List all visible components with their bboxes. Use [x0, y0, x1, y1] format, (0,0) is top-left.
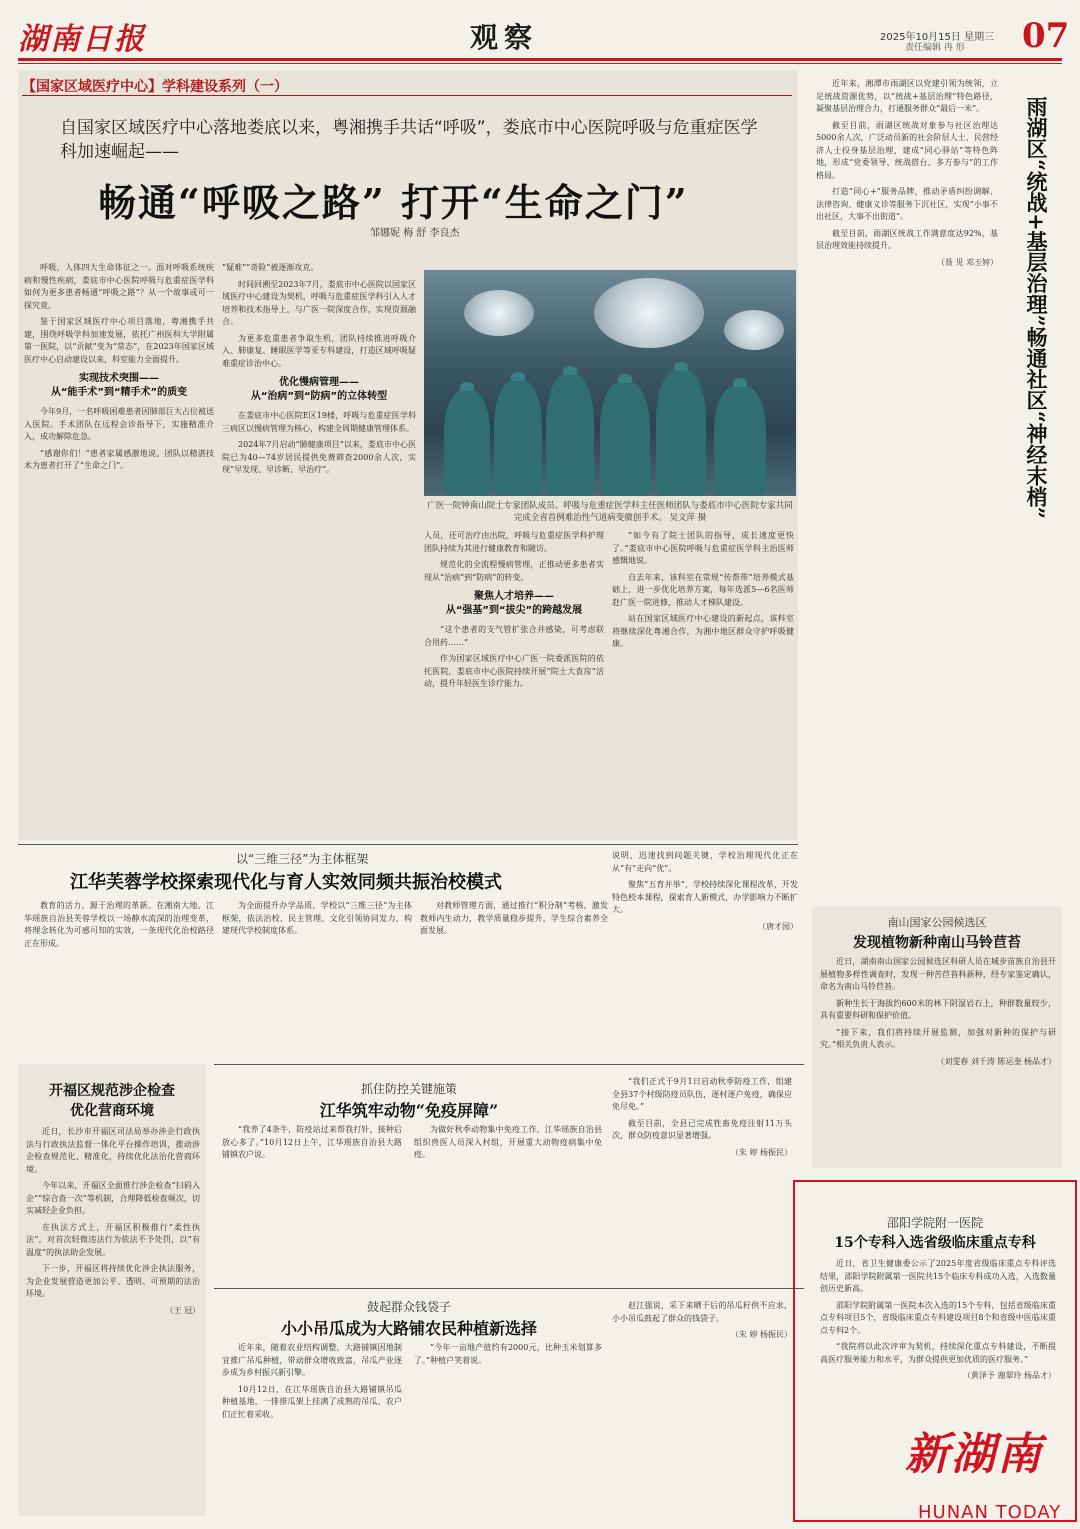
- paragraph: 时间回溯至2023年7月，娄底市中心医院以国家区域医疗中心建设为契机，呼吸与危重症医学科引入人才培养和技术指导上，与广医一院深度合作，实现资源融合。: [222, 279, 416, 326]
- paragraph: 人员，还可治疗由出院，呼吸与危重症医学科护理团队持续为其进行健康教育和随访。: [424, 531, 604, 553]
- paragraph: “如今有了院士团队的指导，成长速度更快了。”娄底市中心医院呼吸与危重症医学科主治医师感慨地说。: [612, 531, 794, 565]
- mid-column-4: [612, 850, 798, 1050]
- byline: （王 冠）: [165, 1305, 200, 1315]
- kaifu-headline: 优化营商环境: [70, 1103, 154, 1119]
- paragraph: 聚焦“五育并举”，学校持续深化课程改革，开发特色校本课程，探索育人新模式，办学影响力不断扩大。: [612, 880, 798, 914]
- paragraph: 在执法方式上，开福区积极推行“柔性执法”，对首次轻微违法行为依法不予处罚，以“有温度”的执法助企发展。: [26, 1222, 200, 1257]
- doctor-figure: [546, 374, 594, 496]
- paragraph: 说明，迅速找到问题关键，学校治理现代化正在从“有”走向“优”。: [612, 851, 798, 873]
- lead-kicker: 自国家区域医疗中心落地娄底以来，粤湘携手共话“呼吸”，娄底市中心医院呼吸与危重症医学科加速崛起——: [60, 118, 758, 162]
- byline: （朱 婷 杨振民）: [730, 1147, 792, 1157]
- paragraph: “这个患者的支气管扩张合并感染，可考虑联合用药……”: [424, 625, 604, 647]
- doctor-figure: [494, 380, 542, 496]
- epidemic-headline: 江华筑牢动物“免疫屏障”: [319, 1101, 499, 1120]
- masthead-rule: [18, 58, 1062, 61]
- photo-caption: 广医一院钟南山院士专家团队成员、呼吸与危重症医学科主任医师团队与娄底市中心医院专家共同完成全省首例难治性气道病变微创手术。 吴文萍 摄: [427, 501, 793, 523]
- paragraph: 10月12日，在江华瑶族自治县大路铺镇吊瓜种植基地，一排排瓜架上挂满了成熟的吊瓜，农户们正忙着采收。: [222, 1384, 402, 1419]
- melon-kicker: 鼓起群众钱袋子: [366, 1300, 451, 1314]
- paragraph: “今年一亩地产值约有2000元，比种玉米划算多了。”种植户笑着说。: [414, 1343, 602, 1365]
- paragraph: 打造“同心+”服务品牌，推动矛盾纠纷调解、法律咨询、健康义诊等服务下沉社区，实现“小事不出社区，大事不出街道”。: [816, 187, 998, 221]
- paragraph: 作为国家区域医疗中心广医一院委派医院的依托医院，娄底市中心医院持续开展“院士大查房”活动，提升年轻医生诊疗能力。: [424, 654, 604, 688]
- kaifu-article-body: [26, 1126, 200, 1510]
- newspaper-logo: 湖南日报: [18, 22, 146, 57]
- paragraph: 今年以来，开福区全面推行涉企检查“扫码入企”“综合查一次”等机制，合理降低检查频次，切实减轻企业负担。: [26, 1181, 200, 1215]
- surgical-cap-icon: [733, 378, 747, 387]
- paragraph: 鉴于国家区域医疗中心项目落地，粤湘携手共建，围绕呼吸学科加速发展，依托广州医科大学附属第一医院，以“贡献”变为“常态”，在2023年国家区域医疗中心启动建设以来，科室能力全面提升。: [24, 317, 214, 364]
- lead-byline: 邹娜妮 梅 舒 李良杰: [370, 228, 460, 239]
- paragraph: “我院将以此次评审为契机，持续深化重点专科建设，不断提高医疗服务能力和水平，为群众提供更加优质的医疗服务。”: [820, 1342, 1056, 1364]
- melon-column-3: [612, 1300, 792, 1512]
- byline: （黄泽予 谢翠玲 杨品才）: [962, 1371, 1056, 1380]
- plant-kicker: 南山国家公园候选区: [887, 916, 987, 929]
- surgical-lamp-icon: [594, 278, 704, 348]
- byline: （聂 见 邓玉婷）: [936, 257, 998, 267]
- paragraph: 在娄底市中心医院E区19楼，呼吸与危重症医学科三病区以慢病管理为核心，构建全周期健康管理体系。: [222, 411, 416, 433]
- paragraph: 呼吸，人体四大生命体征之一。面对呼吸系统疾病和慢性疾病，娄底市中心医院呼吸与危重症医学科如何为更多患者畅通“呼吸之路”？从一个故事或可一探究竟。: [24, 263, 214, 310]
- epidemic-kicker: 抓住防控关键施策: [360, 1082, 457, 1096]
- paragraph: 近年来，湘潭市雨湖区以党建引领为统领，立足统战资源优势，以“统战+基层治理”特色路径，凝聚基层治理合力，打通服务群众“最后一米”。: [816, 79, 998, 113]
- watermark-logo: 新湖南: [905, 1429, 1043, 1480]
- lead-column-2: [222, 262, 416, 832]
- subhead: 从“强基”到“拔尖”的跨越发展: [445, 605, 583, 616]
- byline: （刘雯春 刘千涛 陈运奎 杨品才）: [936, 1056, 1056, 1066]
- watermark-english: HUNAN TODAY: [918, 1502, 1062, 1523]
- surgical-cap-icon: [460, 382, 474, 391]
- plant-headline: 发现植物新种南山马铃苣苔: [853, 935, 1021, 951]
- divider: [214, 1064, 804, 1065]
- doctor-figure: [714, 386, 766, 496]
- paragraph: 新种生长于海拔约600米的林下阴湿岩石上，种群数量较少，具有重要科研和保护价值。: [820, 998, 1056, 1020]
- lead-column-3: [424, 530, 604, 830]
- paragraph: “我们正式于9月1日启动秋季防疫工作，组建全县37个村级防疫员队伍，逐村逐户免疫，确保应免尽免。”: [612, 1077, 792, 1111]
- paragraph: 邵阳学院附属第一医院本次入选的15个专科，包括省级临床重点专科项目5个，省级临床重点专科建设项目8个和省级中医临床重点专科2个。: [820, 1300, 1056, 1335]
- masthead-rule-thin: [18, 63, 1062, 64]
- subhead: 优化慢病管理——: [279, 377, 359, 388]
- byline: （唐才园）: [758, 921, 798, 931]
- paragraph: 2024年7月启动“肺健康项目”以来，娄底市中心医院已为40—74岁居民提供免费筛查2000余人次，实现“早发现、早诊断、早治疗”。: [222, 440, 416, 474]
- mid-column-1: [24, 900, 214, 1050]
- lead-column-1: [24, 262, 214, 832]
- epidemic-column-3: [612, 1076, 792, 1276]
- mid-column-3: [420, 900, 608, 1050]
- paragraph: 下一步，开福区将持续优化涉企执法服务，为企业发展营造更加公平、透明、可预期的法治环境。: [26, 1264, 200, 1298]
- epidemic-column-1: [222, 1124, 402, 1284]
- paragraph: 截至目前，雨湖区统战工作满意度达92%，基层治理效能持续提升。: [816, 228, 998, 250]
- paragraph: 为做好秋季动物集中免疫工作，江华瑶族自治县组织兽医人员深入村组，开展重大动物疫病集中免疫。: [414, 1125, 602, 1159]
- paragraph: 为全面提升办学品质，学校以“三维三径”为主体框架，依法治校、民主管理、文化引领协同发力，构建现代学校制度体系。: [222, 901, 412, 935]
- paragraph: 近日，湖南南山国家公园候选区科研人员在城步苗族自治县开展植物多样性调查时，发现一种苦苣苔科新种，经专家鉴定确认，命名为南山马铃苣苔。: [820, 957, 1056, 991]
- paragraph: 赵江强说，采下来晒干后的吊瓜籽供不应求，小小吊瓜鼓起了群众的钱袋子。: [612, 1301, 792, 1323]
- mid-column-2: [222, 900, 412, 1050]
- paragraph: 自去年来，该科室在常规“传帮带”培养模式基础上，进一步优化培养方案，每年选派5—6名医师赴广医一院进修，推动人才梯队建设。: [612, 572, 794, 607]
- paragraph: 站在国家区域医疗中心建设的新起点，该科室将继续深化粤湘合作，为湘中地区群众守护呼吸健康。: [612, 614, 794, 648]
- paragraph: 今年9月，一名呼吸困难患者因肺部巨大占位被送入医院。手术团队在远程会诊指导下，实施精准介入，成功解除危急。: [24, 407, 214, 441]
- surgical-cap-icon: [674, 362, 688, 371]
- melon-headline: 小小吊瓜成为大路铺农民种植新选择: [280, 1319, 537, 1338]
- epidemic-column-2: [414, 1124, 602, 1284]
- subhead: 从“治病”到“防病”的立体转型: [250, 391, 388, 402]
- editor-credit: 责任编辑 冉 形: [905, 43, 965, 53]
- paragraph: 为更多危重患者争取生机，团队持续推进呼吸介入、肺康复、睡眠医学等亚专科建设，打造区域呼吸疑难重症诊治中心。: [222, 333, 416, 368]
- paragraph: 对教师管理方面，通过推行“积分制”考核，激发教师内生动力，教学质量稳步提升，学生综合素养全面发展。: [420, 901, 608, 935]
- series-tag: 【国家区域医疗中心】学科建设系列（一）: [22, 79, 288, 95]
- divider: [18, 844, 798, 845]
- paragraph: 近年来，随着农业结构调整，大路铺镇因地制宜推广吊瓜种植，带动群众增收致富，吊瓜产业逐步成为乡村振兴新引擎。: [222, 1343, 402, 1377]
- paragraph: “感谢你们！”患者家属感激地说。团队以精湛技术为患者打开了“生命之门”。: [24, 448, 214, 470]
- lead-column-4: [612, 530, 794, 830]
- doctor-figure: [656, 370, 706, 496]
- right-article-body: [816, 78, 998, 878]
- right-article-headline: 雨湖区“统战+基层治理”畅通社区“神经末梢”: [1024, 96, 1049, 519]
- series-tag-rule: [22, 95, 792, 96]
- paragraph: 近日，省卫生健康委公示了2025年度省级临床重点专科评选结果，邵阳学院附属第一医院共15个临床专科成功入选，入选数量创历史新高。: [820, 1259, 1056, 1293]
- subhead: 聚焦人才培养——: [474, 591, 554, 602]
- paragraph: 近日，长沙市开福区司法局举办涉企行政执法与行政执法监督一体化平台操作培训，推动涉企检查规范化、精准化，持续优化法治化营商环境。: [26, 1127, 200, 1174]
- surgical-cap-icon: [563, 366, 577, 375]
- paragraph: 教育的活力，源于治理的革新。在湘南大地，江华瑶族自治县芙蓉学校以一场静水流深的治理变革，将理念转化为可感可知的实效，一条现代化治校路径正在形成。: [24, 901, 214, 948]
- lead-headline: 畅通“呼吸之路” 打开“生命之门”: [98, 180, 689, 225]
- surgery-photo: [424, 270, 796, 496]
- hospital-kicker: 邵阳学院附一医院: [886, 1216, 983, 1230]
- melon-column-2: [414, 1342, 602, 1512]
- melon-column-1: [222, 1342, 402, 1512]
- issue-date: 2025年10月15日 星期三: [880, 32, 995, 43]
- paragraph: “疑难”“奇险”被逐渐攻克。: [222, 263, 319, 272]
- divider: [214, 1288, 804, 1289]
- surgical-cap-icon: [511, 372, 525, 381]
- surgical-lamp-icon: [724, 310, 784, 350]
- surgical-cap-icon: [618, 374, 632, 383]
- mid-headline: 江华芙蓉学校探索现代化与育人实效同频共振治校模式: [70, 872, 502, 893]
- subhead: 从“能手术”到“精手术”的质变: [50, 387, 188, 398]
- section-title: 观察: [470, 21, 539, 54]
- kaifu-kicker: 开福区规范涉企检查: [49, 1083, 175, 1099]
- mid-kicker: 以“三维三径”为主体框架: [236, 852, 369, 866]
- hospital-headline: 15个专科入选省级临床重点专科: [834, 1235, 1036, 1251]
- doctor-figure: [444, 390, 490, 496]
- paragraph: “接下来，我们将持续开展监测，加强对新种的保护与研究。”相关负责人表示。: [820, 1027, 1056, 1049]
- paragraph: “我养了4条牛，防疫站过来帮我打针，接种后放心多了。”10月12日上午，江华瑶族自治县大路铺镇农户说。: [222, 1125, 402, 1159]
- doctor-figure: [600, 382, 650, 496]
- surgical-lamp-icon: [464, 290, 534, 336]
- paragraph: 截至目前，雨湖区统战对象参与社区治理达5000余人次，广泛动员新的社会阶层人士、民营经济人士投身基层治理，建成“同心驿站”等特色阵地，形成“党委领导、统战搭台、多方参与”的工作格局。: [816, 120, 998, 180]
- byline: （朱 婷 杨振民）: [730, 1330, 792, 1339]
- paragraph: 规范化的全流程慢病管理，正推动更多患者实现从“治病”到“防病”的转变。: [424, 560, 604, 582]
- subhead: 实现技术突围——: [79, 373, 159, 384]
- paragraph: 截至目前，全县已完成牲畜免疫注射11万头次，群众防疫意识显著增强。: [612, 1118, 792, 1140]
- page-number: 07: [1022, 16, 1070, 56]
- plant-article-body: [820, 956, 1056, 1156]
